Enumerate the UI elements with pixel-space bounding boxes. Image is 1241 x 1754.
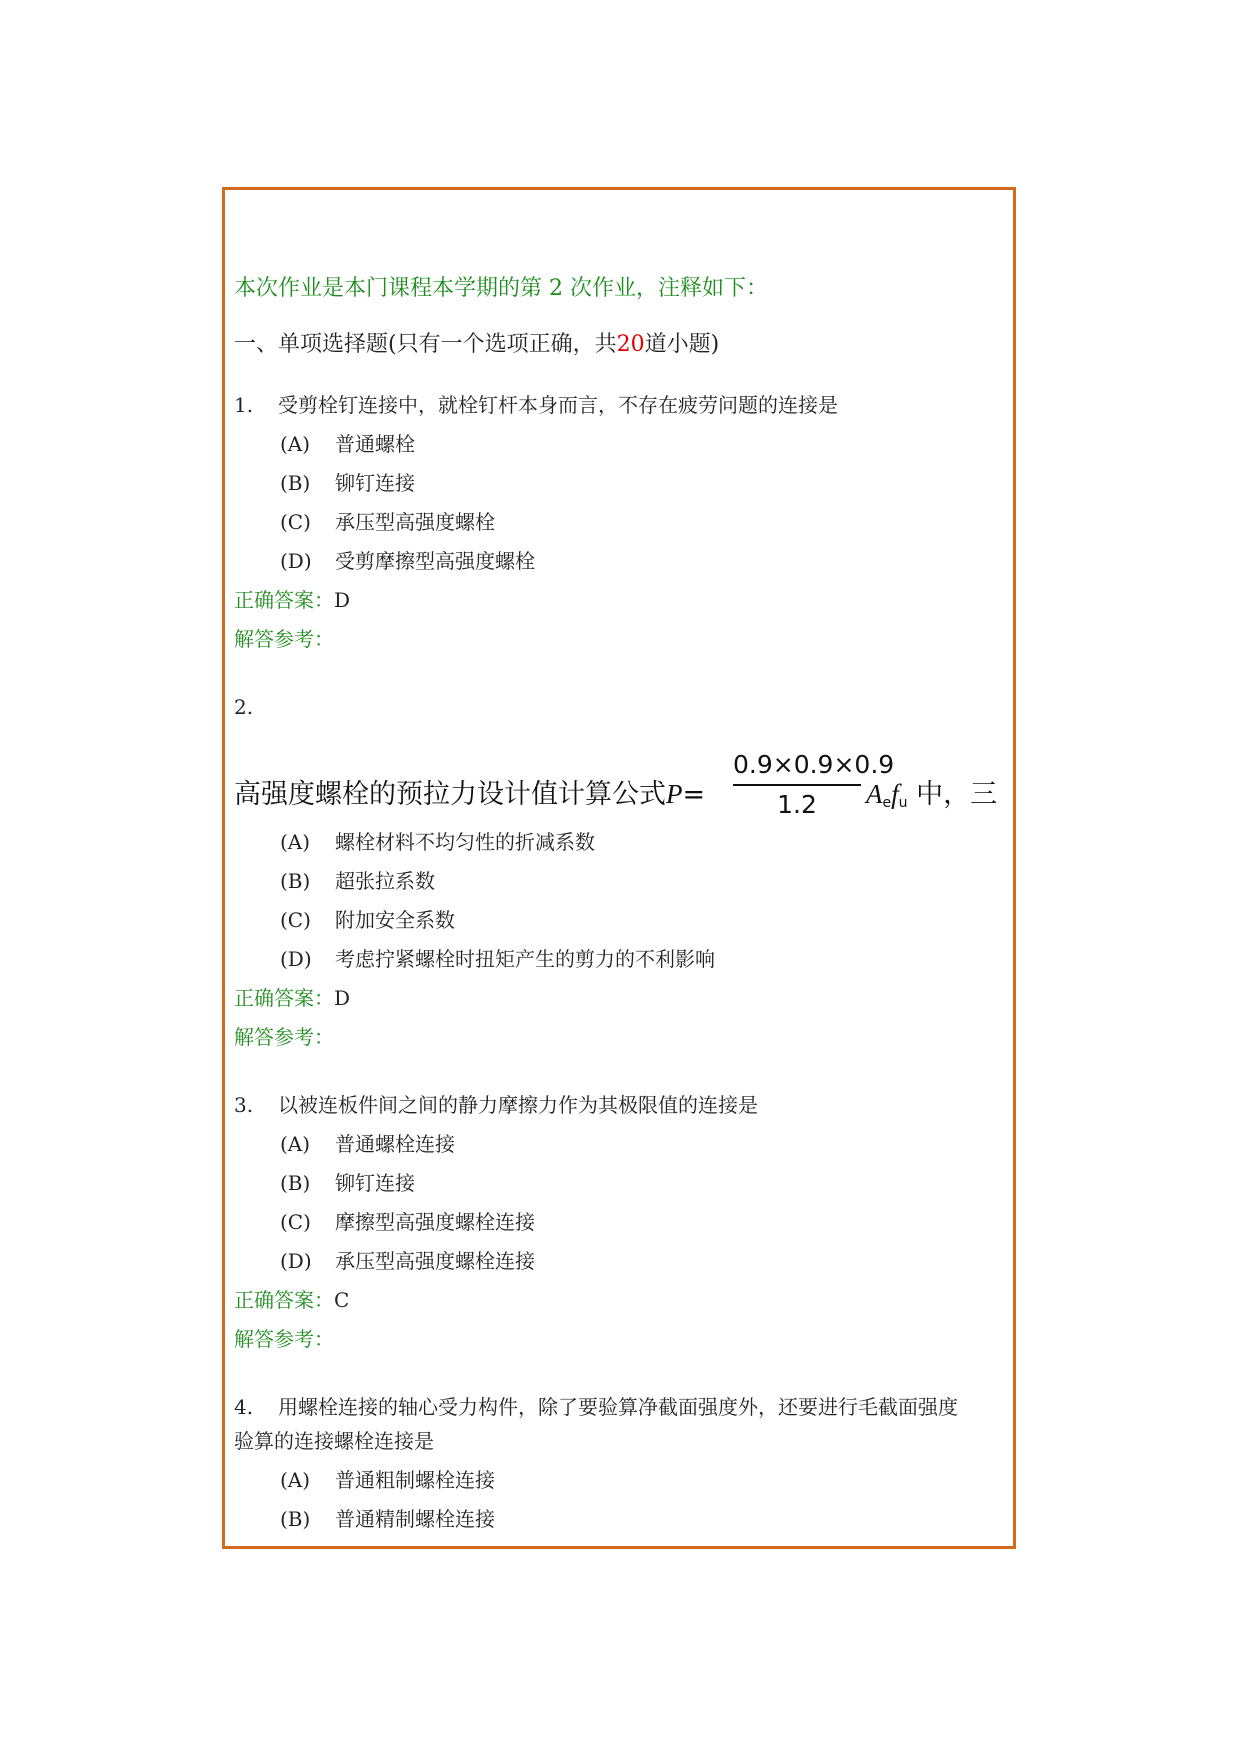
answer-reference-label: 解答参考： xyxy=(234,1327,334,1351)
option-letter: (C) xyxy=(280,908,311,932)
question-4-stem-continued: 验算的连接螺栓连接是 xyxy=(234,1429,434,1453)
option-text: 超张拉系数 xyxy=(335,869,435,893)
option-letter: (A) xyxy=(280,1132,311,1156)
answer-value: C xyxy=(334,1288,350,1312)
option-text: 普通粗制螺栓连接 xyxy=(335,1468,495,1492)
option xyxy=(280,1249,535,1273)
fraction-bar xyxy=(733,784,861,786)
option-letter: (D) xyxy=(280,1249,312,1273)
option-letter: (A) xyxy=(280,432,311,456)
option xyxy=(280,1468,495,1492)
option-letter: (B) xyxy=(280,471,311,495)
option xyxy=(280,1132,455,1156)
fraction-numerator: 0.9×0.9×0.9 xyxy=(733,750,895,779)
option-text: 铆钉连接 xyxy=(335,1171,415,1195)
formula-lead-text: 高强度螺栓的预拉力设计值计算公式P= xyxy=(234,779,706,810)
option-text: 承压型高强度螺栓连接 xyxy=(335,1249,535,1273)
option-text: 普通精制螺栓连接 xyxy=(335,1507,495,1531)
answer-value: D xyxy=(334,588,351,612)
option xyxy=(280,1171,415,1195)
option-text: 铆钉连接 xyxy=(335,471,415,495)
question-number: 3. xyxy=(234,1093,254,1117)
answer-label: 正确答案： xyxy=(234,986,334,1010)
question-2-formula-image xyxy=(234,750,1016,826)
option-text: 受剪摩擦型高强度螺栓 xyxy=(335,549,535,573)
formula-var-a: A xyxy=(866,779,883,809)
fraction-denominator: 1.2 xyxy=(777,790,817,819)
answer-reference-label: 解答参考： xyxy=(234,1025,334,1049)
formula-fraction xyxy=(733,750,895,820)
option-text: 考虑拧紧螺栓时扭矩产生的剪力的不利影响 xyxy=(335,947,715,971)
question-text: 用螺栓连接的轴心受力构件，除了要验算净截面强度外，还要进行毛截面强度 xyxy=(278,1395,958,1419)
option-letter: (B) xyxy=(280,1171,311,1195)
question-count: 20 xyxy=(616,332,645,357)
option-letter: (A) xyxy=(280,830,311,854)
option-text: 螺栓材料不均匀性的折减系数 xyxy=(335,830,595,854)
option-letter: (C) xyxy=(280,1210,311,1234)
option-text: 普通螺栓 xyxy=(335,432,415,456)
option-letter: (A) xyxy=(280,1468,311,1492)
section-suffix: 道小题) xyxy=(644,332,720,357)
correct-answer xyxy=(234,986,350,1010)
option-letter: (B) xyxy=(280,1507,311,1531)
answer-value: D xyxy=(334,986,351,1010)
formula-equals: = xyxy=(682,779,706,810)
option-letter: (C) xyxy=(280,510,311,534)
question-text: 受剪栓钉连接中，就栓钉杆本身而言，不存在疲劳问题的连接是 xyxy=(278,393,838,417)
formula-sub-e: e xyxy=(882,795,892,811)
option xyxy=(280,471,415,495)
question-3-stem xyxy=(234,1093,758,1117)
section-heading xyxy=(234,333,719,357)
option xyxy=(280,510,495,534)
question-1-stem xyxy=(234,393,838,417)
option-text: 承压型高强度螺栓 xyxy=(335,510,495,534)
correct-answer xyxy=(234,1288,349,1312)
question-number: 1. xyxy=(234,393,254,417)
answer-label: 正确答案： xyxy=(234,588,334,612)
formula-sub-u: u xyxy=(898,795,908,811)
option-text: 普通螺栓连接 xyxy=(335,1132,455,1156)
option-letter: (B) xyxy=(280,869,311,893)
option xyxy=(280,908,455,932)
option-text: 附加安全系数 xyxy=(335,908,455,932)
document-frame xyxy=(222,187,1016,1549)
question-number: 4. xyxy=(234,1395,254,1419)
option xyxy=(280,1210,535,1234)
assignment-intro: 本次作业是本门课程本学期的第 2 次作业，注释如下： xyxy=(234,276,768,301)
question-4-stem xyxy=(234,1395,958,1419)
formula-var-p: P xyxy=(666,779,683,809)
option xyxy=(280,947,715,971)
formula-var-f: f xyxy=(891,779,899,809)
option xyxy=(280,549,535,573)
option xyxy=(280,869,435,893)
question-text: 以被连板件间之间的静力摩擦力作为其极限值的连接是 xyxy=(278,1093,758,1117)
option-text: 摩擦型高强度螺栓连接 xyxy=(335,1210,535,1234)
option-letter: (D) xyxy=(280,549,312,573)
section-prefix: 一、单项选择题(只有一个选项正确，共 xyxy=(234,332,617,357)
answer-reference-label: 解答参考： xyxy=(234,627,334,651)
formula-tail xyxy=(866,772,997,811)
option xyxy=(280,432,415,456)
question-2-number: 2. xyxy=(234,695,254,719)
answer-label: 正确答案： xyxy=(234,1288,334,1312)
option xyxy=(280,1507,495,1531)
correct-answer xyxy=(234,588,350,612)
option-letter: (D) xyxy=(280,947,312,971)
option xyxy=(280,830,595,854)
formula-trailing-text: 中，三 xyxy=(916,779,998,810)
